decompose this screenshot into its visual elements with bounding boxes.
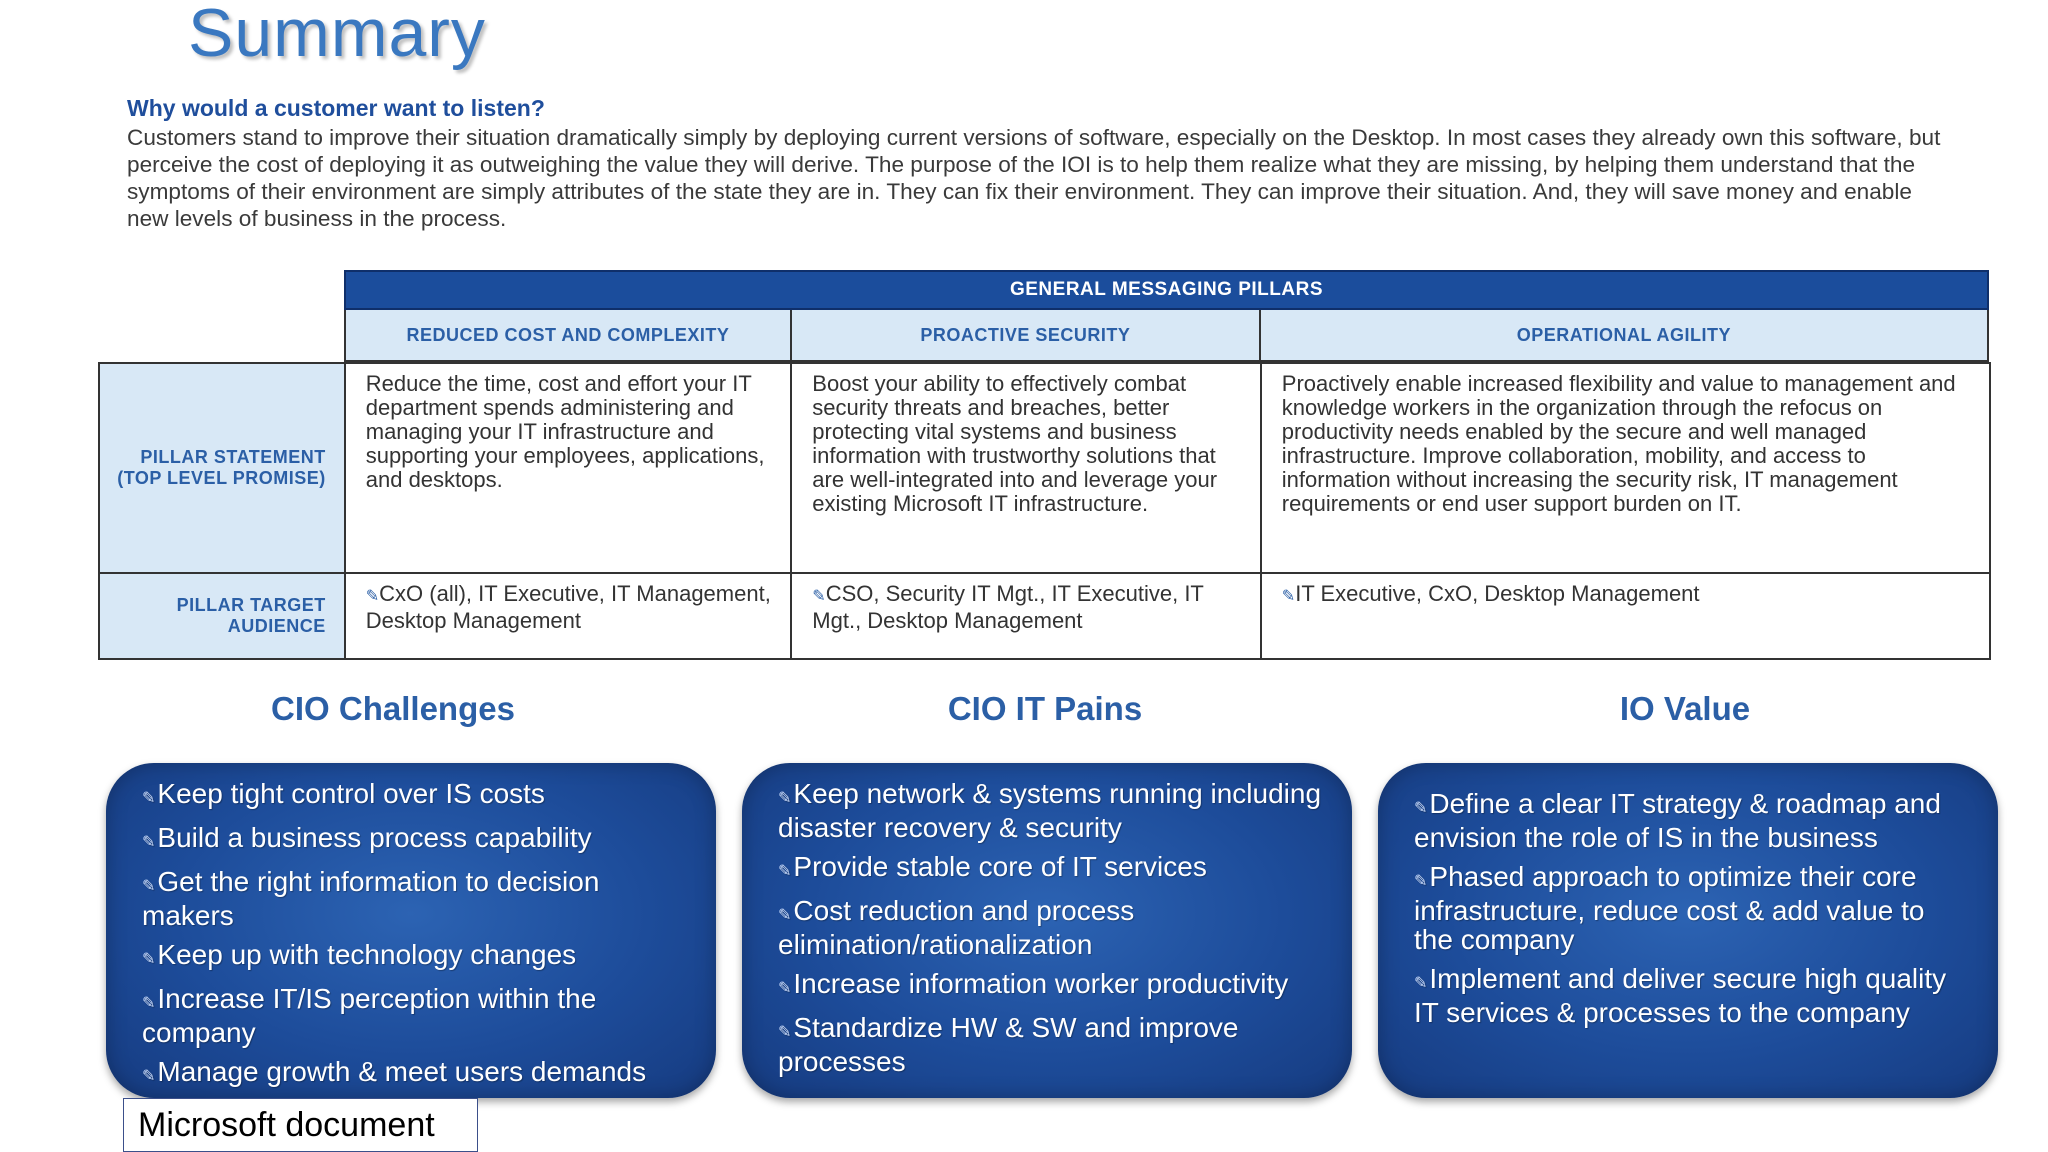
- check-icon: ✎: [812, 588, 826, 605]
- audience-agility-text: IT Executive, CxO, Desktop Management: [1295, 581, 1700, 606]
- list-item: [142, 823, 686, 857]
- list-item: [778, 1013, 1322, 1076]
- bullet-icon: ✎: [142, 951, 156, 968]
- list-item-text: Keep network & systems running including disaster recovery & security: [778, 778, 1322, 843]
- list-item: [778, 779, 1322, 842]
- row-label-statement: PILLAR STATEMENT (TOP LEVEL PROMISE): [100, 364, 346, 572]
- bullet-icon: ✎: [1414, 873, 1428, 890]
- panel-io-value: [1378, 763, 1998, 1098]
- list-item-text: Implement and deliver secure high quality IT services & processes to the company: [1414, 963, 1947, 1028]
- value-list: [1414, 789, 1968, 1027]
- bullet-icon: ✎: [1414, 800, 1428, 817]
- audience-cost-cell: [346, 574, 793, 658]
- list-item: [142, 940, 686, 974]
- list-item-text: Get the right information to decision makers: [142, 866, 600, 931]
- bullet-icon: ✎: [1414, 975, 1428, 992]
- audience-cost-text: CxO (all), IT Executive, IT Management, Desktop Management: [365, 581, 771, 633]
- messaging-pillars-table: [98, 270, 1991, 660]
- statement-cost-cell: Reduce the time, cost and effort your IT department spends administering and managing your IT infrastructure and supporting your employees, applications, and desktops.: [346, 364, 793, 572]
- panel-title-challenges: CIO Challenges: [271, 690, 515, 727]
- bullet-icon: ✎: [142, 878, 156, 895]
- column-header-agility: OPERATIONAL AGILITY: [1516, 324, 1731, 345]
- check-icon: ✎: [1281, 588, 1296, 605]
- list-item-text: Phased approach to optimize their core infrastructure, reduce cost & add value to the company: [1414, 861, 1925, 955]
- list-item: [142, 1057, 686, 1091]
- audience-security-cell: [792, 574, 1262, 658]
- challenges-list: [142, 779, 686, 1091]
- list-item: [1414, 964, 1968, 1027]
- statement-security-cell: Boost your ability to effectively combat security threats and breaches, better protecting vital systems and business information with trustworthy solutions that are well-integrated into and leverage your existing Microsoft IT infrastructure.: [792, 364, 1262, 572]
- bullet-icon: ✎: [142, 790, 156, 807]
- intro-paragraph: Customers stand to improve their situation dramatically simply by deploying current versions of software, especially on the Desktop. In most cases they already own this software, but perceive the cost of deploying it as outweighing the value they will derive. The purpose of the IOI is to help them realize what they are missing, by helping them understand that the symptoms of their environment are simply attributes of the state they are in. They can fix their environment. They can improve their situation. And, they will save money and enable new levels of business in the process.: [127, 125, 1941, 231]
- list-item: [1414, 789, 1968, 852]
- list-item: [778, 969, 1322, 1003]
- list-item: [1414, 862, 1968, 954]
- list-item: [778, 896, 1322, 959]
- bullet-icon: ✎: [778, 863, 792, 880]
- panel-title-value: IO Value: [1619, 690, 1751, 727]
- audience-security-text: CSO, Security IT Mgt., IT Executive, IT Mgt., Desktop Management: [812, 581, 1204, 633]
- pillar-column-headers: [344, 310, 1989, 362]
- list-item-text: Keep up with technology changes: [157, 939, 577, 970]
- panel-cio-challenges: [106, 763, 716, 1098]
- bullet-icon: ✎: [778, 790, 792, 807]
- caption-box: Microsoft document: [123, 1098, 478, 1152]
- column-header-cost: REDUCED COST AND COMPLEXITY: [346, 310, 792, 360]
- list-item-text: Standardize HW & SW and improve processes: [778, 1012, 1239, 1077]
- list-item-text: Define a clear IT strategy & roadmap and envision the role of IS in the business: [1414, 788, 1941, 853]
- pillars-grid: [98, 362, 1991, 660]
- bullet-icon: ✎: [142, 834, 156, 851]
- list-item-text: Cost reduction and process elimination/rationalization: [778, 895, 1135, 960]
- bullet-icon: ✎: [142, 1068, 156, 1085]
- list-item-text: Manage growth & meet users demands: [157, 1056, 647, 1087]
- statement-agility-cell: Proactively enable increased flexibility and value to management and knowledge workers in the organization through the refocus on productivity needs enabled by the secure and well managed infrastructure. Improve collaboration, mobility, and access to information without increasing the security risk, IT management requirements or end user support burden on IT.: [1281, 371, 1956, 516]
- check-icon: ✎: [365, 588, 380, 605]
- pains-list: [778, 779, 1322, 1076]
- audience-agility-cell: [1262, 574, 1989, 658]
- panel-title-pains: CIO IT Pains: [947, 690, 1143, 727]
- panel-cio-it-pains: [742, 763, 1352, 1098]
- row-label-audience: PILLAR TARGET AUDIENCE: [100, 574, 346, 658]
- list-item: [142, 867, 686, 930]
- table-row-audience: [100, 574, 1989, 658]
- column-header-security: PROACTIVE SECURITY: [792, 310, 1261, 360]
- bullet-icon: ✎: [778, 980, 792, 997]
- bullet-icon: ✎: [778, 1024, 792, 1041]
- list-item: [778, 852, 1322, 886]
- list-item: [142, 984, 686, 1047]
- pillars-header: GENERAL MESSAGING PILLARS: [344, 270, 1989, 310]
- bullet-icon: ✎: [778, 907, 792, 924]
- list-item-text: Build a business process capability: [157, 822, 592, 853]
- list-item-text: Keep tight control over IS costs: [157, 778, 545, 809]
- list-item-text: Provide stable core of IT services: [793, 851, 1207, 882]
- table-row-statement: [100, 364, 1989, 574]
- page-title: Summary: [188, 0, 486, 71]
- list-item: [142, 779, 686, 813]
- section-question: Why would a customer want to listen?: [127, 95, 545, 121]
- list-item-text: Increase IT/IS perception within the company: [142, 983, 597, 1048]
- bullet-icon: ✎: [142, 995, 156, 1012]
- list-item-text: Increase information worker productivity: [793, 968, 1289, 999]
